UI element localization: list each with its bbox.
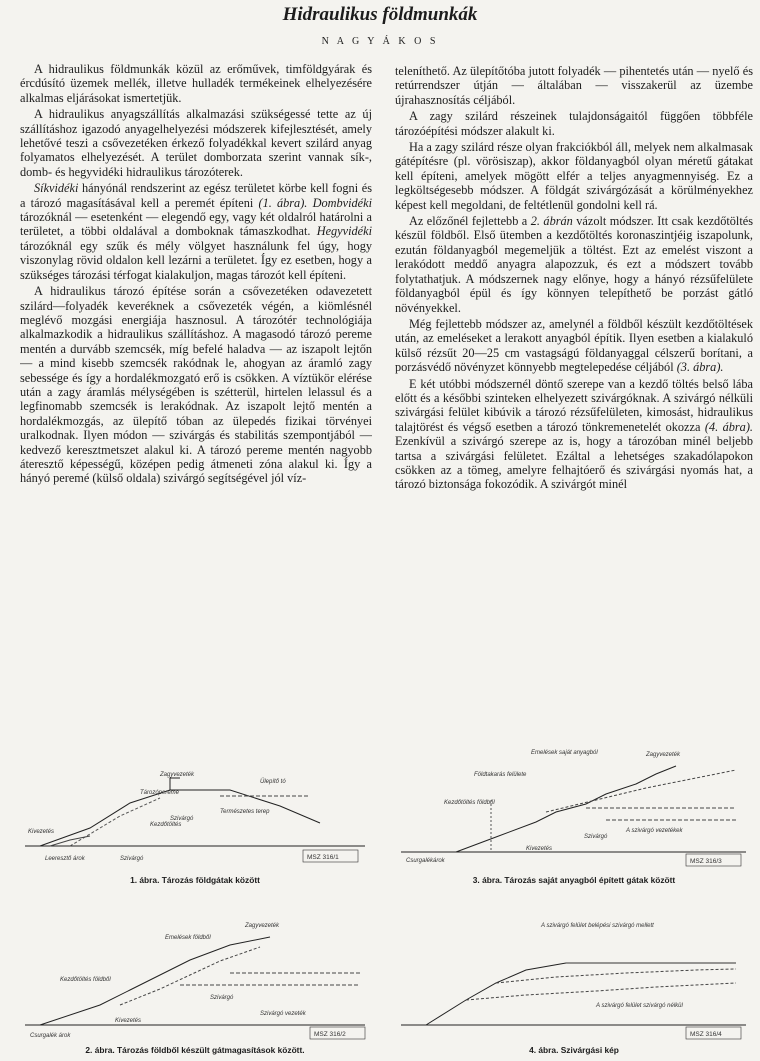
label-szivargo-2: A szivárgó vezetékek [626,828,683,834]
paragraph [395,377,753,492]
figure-3-drawing [396,742,752,873]
figure-3 [396,742,752,885]
label-szivargo: Szivárgó [210,995,234,1001]
label-emeles: Emelések saját anyagból [531,750,598,756]
figure-4-drawing [396,915,752,1043]
figure-code: MSZ 316/1 [307,854,339,861]
label-csurgalek: Csurgalék árok [30,1033,71,1039]
text-run: Még fejlettebb módszer az, amelynél a földből készült kezdőtöltések után, az emeléseket a lerakott anyagból építik. Ilyen esetben a kialakuló külső rézsűt 20—25 cm vastagságú földanyaggal célszerű borítani, a porzásvédő növényzet könnyebb megtelepedése céljából [395,316,753,375]
figure-2-drawing [20,915,370,1043]
term: Síkvidéki [34,181,79,196]
text-run: Az előzőnél fejlettebb a [409,214,531,229]
figure-ref: (3. ábra). [676,360,724,375]
paragraph [395,317,753,375]
label-szivargo-2: Szivárgó [170,816,194,822]
label-zagy: Zagyvezeték [245,923,280,929]
label-bottom: A szivárgó felület szivárgó nélkül [596,1003,683,1009]
figure-code: MSZ 316/2 [314,1031,346,1038]
label-kivezetes: Kivezetés [28,829,55,835]
label-szivargo: Szivárgó [120,856,144,862]
paragraph: A zagy szilárd részeinek tulajdonságaitól függően többféle tározóépítési módszer alakult ki. [395,109,753,138]
label-szivargo: Szivárgó [584,834,608,840]
figure-caption: 1. ábra. Tározás földgátak között [130,875,260,885]
paragraph [20,181,372,282]
figure-code: MSZ 316/3 [690,858,722,865]
label-pereme: Tározópereme [140,790,180,796]
label-csurgalek: Csurgalékárok [406,858,445,864]
figure-caption: 2. ábra. Tározás földből készült gátmagasítások között. [85,1045,305,1055]
paragraph: A hidraulikus földmunkák közül az erőművek, timföldgyárak és ércdúsító üzemek mellék, illetve hulladék termékeinek elhelyezésére alkalmas eljárásokat ismertetjük. [20,62,372,105]
paragraph [395,214,753,315]
label-zagy: Zagyvezeték [160,772,195,778]
paragraph: A hidraulikus anyagszállítás alkalmazási szükségessé tette az új szállításhoz igazodó anyagelhelyezési módszerek kifejlesztését, amely lehetővé teszi a csővezetéken érkező folyadékkal kevert szilárd anyag folyamatos elhelyezését. A terület domborzata szerint vannak sík-, domb- és hegyvidéki hidraulikus tározóterek. [20,107,372,179]
label-szivargo-2: Szivárgó vezeték [260,1011,306,1017]
figure-4 [396,915,752,1055]
text-run: tározóknál — esetenként — elegendő egy, vagy két oldalról határolni a területet, a többi oldalával a domboknak támaszkodhat. [20,210,372,239]
label-kivezetes: Kivezetés [526,846,553,852]
text-run: E két utóbbi módszernél döntő szerepe van a kezdő töltés belső lába előtt és a későbbi szinteken elhelyezett szivárgóknak. A szivárgó nélküli szivárgási felület kibúvik a tározó rézsűfelületen, kimosást, hidraulikus talajtörést és végső esetben a tározó tönkremenetelét okozza [395,376,753,434]
figure-caption: 4. ábra. Szivárgási kép [529,1045,619,1055]
label-kezdo: Kezdőtöltés földből [60,977,111,983]
left-column [20,62,372,730]
figure-caption: 3. ábra. Tározás saját anyagból épített gátak között [472,875,676,885]
text-run: vázolt módszer. Itt csak kezdőtöltés készül földből. Első ütemben a kezdőtöltés koronaszintjéig iszapolunk, ezután földanyagból megemeljük a töltést. Ezt az emelést viszont a lerakódott meddő anyagra alapozzuk, és ezt a módszert tovább folytathatjuk. A módszernek nagy előnye, hogy a hányó rézsűfelülete földanyagból épül és így könnyen telepíthető be porzást gátló növényekkel. [395,214,753,315]
figure-ref: (1. ábra). [258,195,308,210]
paragraph: teleníthető. Az ülepítőtóba jutott folyadék — pihentetés után — nyelő és retúrrendszer útján — általában — visszakerül az üzembe újrahasznosítás céljából. [395,64,753,107]
figure-ref: (4. ábra). [704,419,753,434]
figure-ref: 2. ábrán [530,214,573,229]
term: Hegyvidéki [316,224,372,239]
label-kezdo: Kezdőtöltés [150,822,182,828]
paragraph: A hidraulikus tározó építése során a csővezetéken odavezetett szilárd—folyadék keveréknek a csővezeték végén, a kiömlésnél meglévő mozgási energiája hasznosul. A tározótér technológiája alkalmazkodik a hidraulikus szállításhoz. A magasodó tározó pereme mentén a durvább szemcsék, míg befelé haladva — az iszapolt lejtőn — a mind kisebb szemcsék rakódnak le, ahogyan az áramló zagy sebessége és így a hordalékmozgató erő is csökken. A víztükör elérése után a zagy áramlás mélységében is szétterül, hirtelen lelassul és a legfinomabb szemcsék is lerakódnak. Az iszapolt lejtő mentén a hordalékmozgás, az ülepítő tóban az ülepedés fizikai törvényei uralkodnak. Ilyen módon — szivárgás és stabilitás szempontjából — kedvező keresztmetszet alakul ki. A tározó pereme mentén nagyobb áteresztő képességű, középen pedig átmeneti zóna alakul ki. Így a hányó peremé (külső oldala) szivárgó segítségével jól víz- [20,284,372,486]
figure-code: MSZ 316/4 [690,1031,722,1038]
figure-2 [20,915,370,1055]
label-kezdo: Kezdőtöltés földből [444,800,495,806]
label-emelesek: Emelések földből [165,935,211,941]
term: Dombvidéki [312,195,372,210]
label-top: A szivárgó felület belépési szivárgó mellett [541,923,654,929]
article-author: N A G Y Á K O S [321,36,439,47]
paragraph: Ha a zagy szilárd része olyan frakciókból áll, melyek nem alkalmasak gátépítésre (pl. vörösiszap), akkor földanyagból olyan méretű gátakat kell építeni, amelyek mögött elfér a teljes anyagmennyiség. Ez a legköltségesebb módszer. A földgát szivárgózását a körülményekhez képest kell megoldani, de feltétlenül gondolni kell rá. [395,140,753,212]
label-leereszto: Leeresztő árok [45,856,85,862]
text-run: hányónál rendszerint az egész területet körbe kell fogni és a tározó magasításával kell a peremét építeni [20,181,372,210]
text-run: Ezenkívül a szivárgó szerepe az is, hogy a tározóban minél beljebb tartsa a szivárgási felületet. Ezáltal a lehetséges szakadólapokon csökken az a tömeg, amelyre felhajtóerő és szivárgási nyomás hat, a tározó biztonsága fokozódik. A szivárgót minél [395,434,753,492]
label-felulet: Földtakarás felülete [474,772,527,778]
right-column [395,64,753,732]
figure-1-drawing [20,748,370,873]
figure-1 [20,748,370,885]
label-zagy: Zagyvezeték [646,752,681,758]
article-title: Hidraulikus földmunkák [282,4,478,25]
label-termeszetes: Természetes terep [220,809,270,815]
label-kivezetes: Kivezetés [115,1018,142,1024]
text-run: tározóknál egy szűk és mély völgyet használunk fel úgy, hogy viszonylag rövid oldalon kell lezárni a területet. Így ez esetben, hogy a szükséges tározási térfogat kialakuljon, magas tározót kell építeni. [20,238,372,282]
label-ulepito: Ülepítő tó [260,779,286,785]
